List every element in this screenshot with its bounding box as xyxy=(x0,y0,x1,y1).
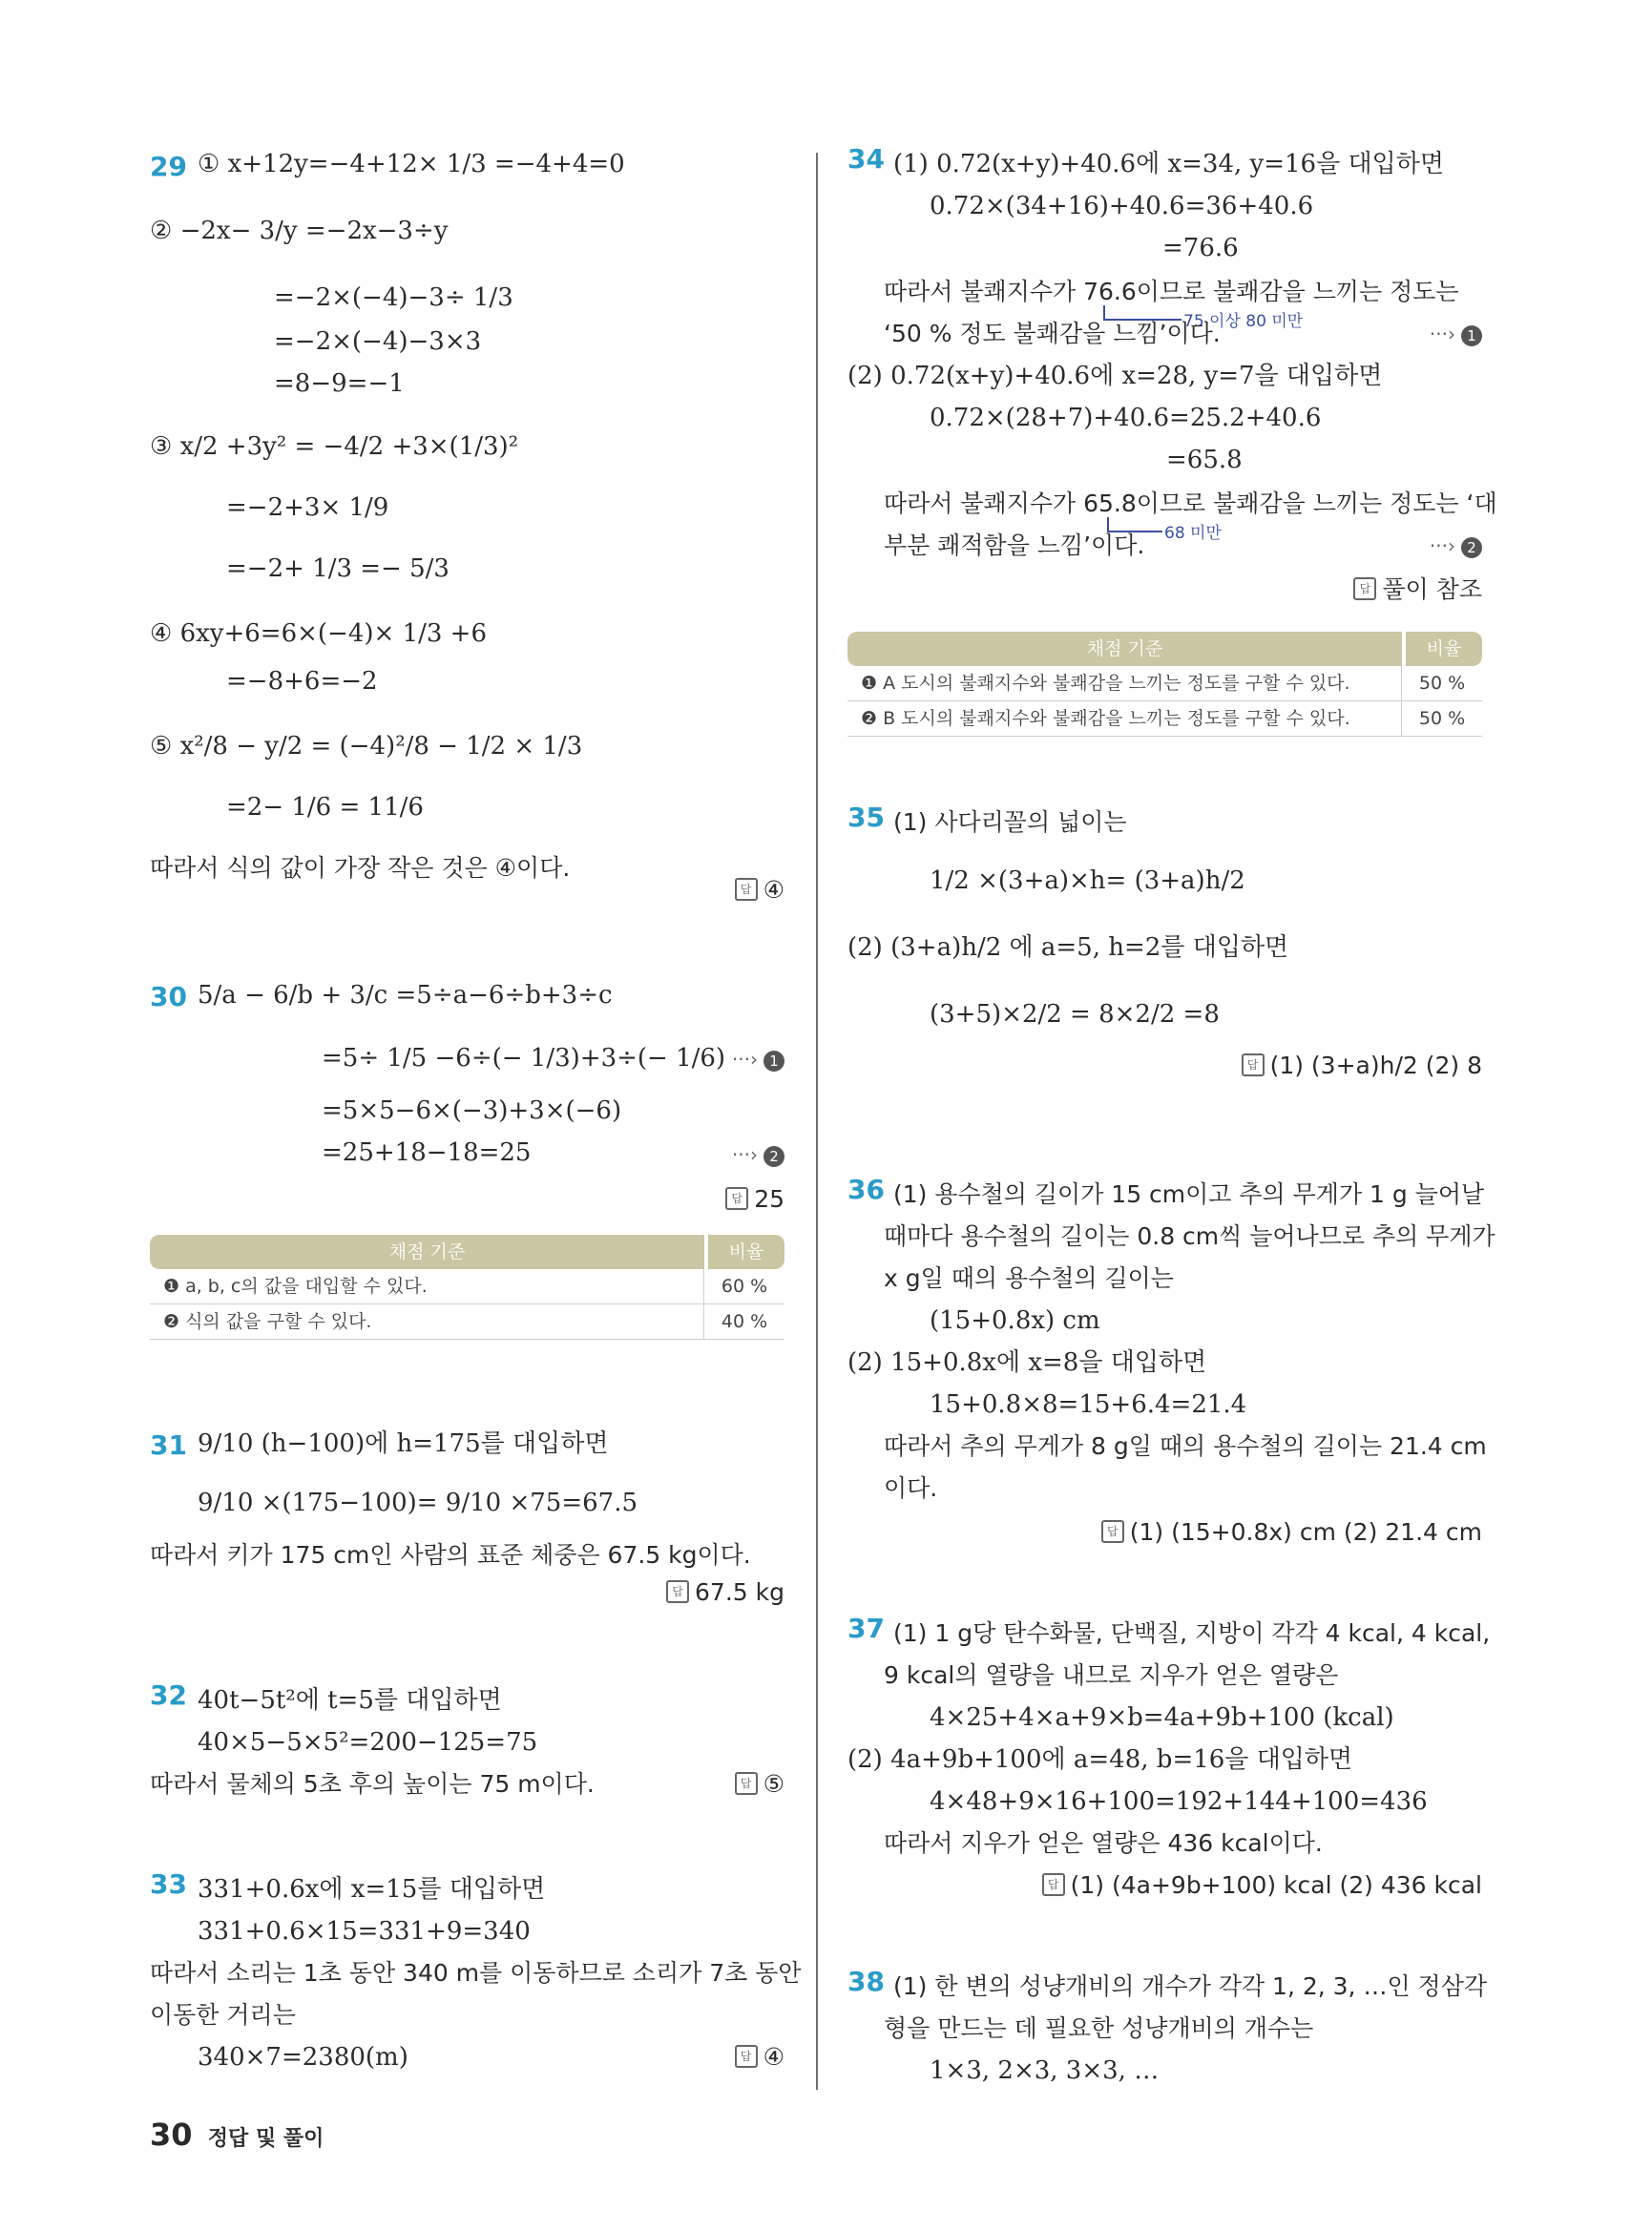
answer-value: ⑤ xyxy=(763,1770,784,1798)
annotation-note: 75 이상 80 미만 xyxy=(1183,312,1304,331)
answer-value: (1) (15+0.8x) cm (2) 21.4 cm xyxy=(1129,1518,1482,1546)
answer xyxy=(725,1185,784,1213)
solution-line: (2) (3+a)h/2 에 a=5, h=2를 대입하면 xyxy=(847,933,1289,962)
table-row xyxy=(847,666,1482,701)
problem-number: 32 xyxy=(150,1679,187,1711)
solution-line: (1) 1 g당 탄수화물, 단백질, 지방이 각각 4 kcal, 4 kcal, xyxy=(893,1619,1491,1647)
answer-value: ④ xyxy=(763,2043,784,2071)
problem-36 xyxy=(847,1174,1495,1546)
solution-line: 따라서 소리는 1초 동안 340 m를 이동하므로 소리가 7초 동안 xyxy=(150,1959,802,1987)
solution-line: (15+0.8x) cm xyxy=(930,1306,1100,1335)
solution-line: (1) 사다리꼴의 넓이는 xyxy=(893,808,1127,836)
solution-line: 0.72×(34+16)+40.6=36+40.6 xyxy=(930,192,1314,220)
answer-value: (1) (3+a)h/2 (2) 8 xyxy=(1269,1052,1482,1079)
solution-line: ‘50 % 정도 불쾌감을 느낌’이다. xyxy=(884,320,1221,347)
answer-icon: 답 xyxy=(1353,577,1376,600)
answer xyxy=(1242,1052,1482,1079)
solution-line: ① x+12y=−4+12× 1/3 =−4+4=0 xyxy=(198,150,625,178)
solution-line: 1/2 ×(3+a)×h= (3+a)h/2 xyxy=(930,866,1245,895)
table-cell: 50 % xyxy=(1418,673,1466,694)
solution-line: 4×25+4×a+9×b=4a+9b+100 (kcal) xyxy=(930,1703,1394,1732)
problem-number: 33 xyxy=(150,1868,187,1900)
table-header-ratio: 비율 xyxy=(1406,632,1482,666)
table-header: 채점 기준 xyxy=(150,1235,704,1269)
step-number: 2 xyxy=(1461,537,1482,558)
problem-29 xyxy=(150,143,784,907)
solution-line: 331+0.6×15=331+9=340 xyxy=(198,1917,531,1946)
answer-icon: 답 xyxy=(1101,1520,1124,1543)
table-cell: 50 % xyxy=(1418,708,1466,729)
answer xyxy=(735,876,784,904)
solution-line: =25+18−18=25 xyxy=(322,1138,532,1167)
step-number: 1 xyxy=(1461,325,1482,346)
answer xyxy=(735,1763,784,1805)
scoring-table xyxy=(150,1235,784,1340)
problem-35 xyxy=(847,802,1482,1097)
solution-line: 1×3, 2×3, 3×3, … xyxy=(930,2056,1160,2085)
answer-value: 25 xyxy=(754,1185,784,1213)
solution-line: x g일 때의 용수철의 길이는 xyxy=(884,1264,1174,1292)
answer xyxy=(735,2036,784,2078)
answer-icon: 답 xyxy=(735,2045,758,2068)
answer-value: 67.5 kg xyxy=(695,1578,784,1606)
problem-number: 35 xyxy=(847,802,885,833)
solution-line: (1) 용수철의 길이가 15 cm이고 추의 무게가 1 g 늘어날 xyxy=(893,1180,1485,1208)
solution-line: ④ 6xy+6=6×(−4)× 1/3 +6 xyxy=(150,619,488,648)
solution-line: =5×5−6×(−3)+3×(−6) xyxy=(322,1096,622,1125)
answer xyxy=(666,1578,784,1606)
problem-33 xyxy=(150,1868,802,2088)
table-header: 채점 기준 xyxy=(847,632,1402,666)
solution-line: =−2×(−4)−3×3 xyxy=(274,327,482,356)
solution-line: =−2+3× 1/9 xyxy=(226,493,389,522)
problem-number: 34 xyxy=(847,143,885,175)
solution-line: ② −2x− 3/y =−2x−3÷y xyxy=(150,217,449,245)
solution-line: 9/10 ×(175−100)= 9/10 ×75=67.5 xyxy=(198,1489,638,1517)
solution-line: 331+0.6x에 x=15를 대입하면 xyxy=(198,1875,546,1904)
answer-icon: 답 xyxy=(725,1187,748,1210)
problem-number: 31 xyxy=(150,1429,187,1461)
problem-number: 29 xyxy=(150,151,187,182)
solution-line: 따라서 불쾌지수가 76.6이므로 불쾌감을 느끼는 정도는 xyxy=(884,278,1459,305)
table-row xyxy=(150,1269,784,1304)
problem-34 xyxy=(847,143,1497,754)
solution-line: (2) 0.72(x+y)+40.6에 x=28, y=7을 대입하면 xyxy=(847,362,1383,390)
answer-icon: 답 xyxy=(1042,1873,1065,1896)
problem-38 xyxy=(847,1966,1487,2099)
solution-line: 따라서 키가 175 cm인 사람의 표준 체중은 67.5 kg이다. xyxy=(150,1541,751,1569)
problem-32 xyxy=(150,1679,784,1813)
answer-value: 풀이 참조 xyxy=(1382,575,1482,603)
problem-number: 37 xyxy=(847,1613,885,1644)
solution-line: 0.72×(28+7)+40.6=25.2+40.6 xyxy=(930,404,1322,432)
solution-line: =76.6 xyxy=(1162,234,1239,262)
solution-line: =−8+6=−2 xyxy=(226,667,378,696)
answer xyxy=(1042,1865,1482,1907)
solution-line: =−2+ 1/3 =− 5/3 xyxy=(226,554,450,583)
table-header-ratio: 비율 xyxy=(708,1235,784,1269)
solution-line: (3+5)×2/2 = 8×2/2 =8 xyxy=(930,1000,1220,1029)
solution-line: =2− 1/6 = 11/6 xyxy=(226,793,424,822)
solution-line: (2) 4a+9b+100에 a=48, b=16을 대입하면 xyxy=(847,1745,1353,1774)
table-cell: ❷ 식의 값을 구할 수 있다. xyxy=(150,1304,704,1339)
answer xyxy=(1101,1512,1482,1553)
problem-31 xyxy=(150,1412,784,1606)
solution-line: 이동한 거리는 xyxy=(150,2001,296,2029)
table-cell: 60 % xyxy=(721,1276,768,1297)
answer-icon: 답 xyxy=(1242,1053,1265,1076)
section-label: 정답 및 풀이 xyxy=(207,2127,324,2151)
annotation-note: 68 미만 xyxy=(1164,524,1222,543)
solution-line: (1) 한 변의 성냥개비의 개수가 각각 1, 2, 3, …인 정삼각 xyxy=(893,1972,1487,2000)
problem-37 xyxy=(847,1613,1491,1899)
answer-icon: 답 xyxy=(735,878,758,901)
solution-line: 따라서 물체의 5초 후의 높이는 75 m이다. xyxy=(150,1770,595,1798)
step-number: 2 xyxy=(763,1146,784,1167)
solution-line: 40×5−5×5²=200−125=75 xyxy=(198,1728,538,1757)
table-cell: 40 % xyxy=(721,1311,768,1332)
step-marker: ···› 1 xyxy=(1430,323,1482,346)
solution-line: 340×7=2380(m) xyxy=(198,2043,408,2072)
table-cell: ❶ A 도시의 불쾌지수와 불쾌감을 느끼는 정도를 구할 수 있다. xyxy=(847,666,1402,700)
solution-line: 4×48+9×16+100=192+144+100=436 xyxy=(930,1787,1428,1816)
problem-30 xyxy=(150,964,784,1332)
solution-line: =5÷ 1/5 −6÷(− 1/3)+3÷(− 1/6) xyxy=(322,1044,726,1073)
solution-line: 5/a − 6/b + 3/c =5÷a−6÷b+3÷c xyxy=(198,981,613,1010)
solution-line: 따라서 추의 무게가 8 g일 때의 용수철의 길이는 21.4 cm xyxy=(884,1432,1487,1460)
solution-line: =8−9=−1 xyxy=(274,369,405,398)
solution-line: (1) 0.72(x+y)+40.6에 x=34, y=16을 대입하면 xyxy=(893,150,1444,178)
solution-line: 따라서 식의 값이 가장 작은 것은 ④이다. xyxy=(150,854,571,882)
solution-line: 15+0.8×8=15+6.4=21.4 xyxy=(930,1390,1247,1419)
scoring-table xyxy=(847,632,1482,737)
step-number: 1 xyxy=(763,1051,784,1072)
problem-number: 30 xyxy=(150,981,187,1012)
solution-line: 9 kcal의 열량을 내므로 지우가 얻은 열량은 xyxy=(884,1661,1339,1689)
solution-line: ③ x/2 +3y² = −4/2 +3×(1/3)² xyxy=(150,432,519,461)
step-marker: ···› 1 xyxy=(732,1048,784,1072)
solution-line: 따라서 불쾌지수가 65.8이므로 불쾌감을 느끼는 정도는 ‘대 xyxy=(884,490,1497,517)
column-divider xyxy=(816,153,818,2090)
solution-line: =65.8 xyxy=(1166,446,1243,474)
table-cell: ❷ B 도시의 불쾌지수와 불쾌감을 느끼는 정도를 구할 수 있다. xyxy=(847,701,1402,736)
problem-number: 38 xyxy=(847,1966,885,1997)
answer-icon: 답 xyxy=(666,1580,689,1603)
solution-line: 따라서 지우가 얻은 열량은 436 kcal이다. xyxy=(884,1829,1323,1857)
page-number: 30 xyxy=(150,2116,193,2153)
answer-icon: 답 xyxy=(735,1772,758,1795)
step-marker: ···› 2 xyxy=(1430,534,1482,558)
table-cell: ❶ a, b, c의 값을 대입할 수 있다. xyxy=(150,1269,704,1303)
problem-number: 36 xyxy=(847,1174,885,1205)
solution-line: 부분 쾌적함을 느낌’이다. xyxy=(884,532,1145,559)
answer xyxy=(1353,569,1482,611)
left-column xyxy=(150,143,802,2072)
solution-line: 때마다 용수철의 길이는 0.8 cm씩 늘어나므로 추의 무게가 xyxy=(884,1222,1495,1250)
answer-value: ④ xyxy=(763,876,784,904)
solution-line: ⑤ x²/8 − y/2 = (−4)²/8 − 1/2 × 1/3 xyxy=(150,732,583,761)
table-row xyxy=(150,1304,784,1340)
step-marker: ···› 2 xyxy=(732,1143,784,1167)
solution-line: 9/10 (h−100)에 h=175를 대입하면 xyxy=(198,1429,609,1458)
solution-line: 이다. xyxy=(884,1474,938,1502)
solution-line: 40t−5t²에 t=5를 대입하면 xyxy=(198,1686,502,1715)
page-footer xyxy=(150,2116,324,2153)
solution-line: (2) 15+0.8x에 x=8을 대입하면 xyxy=(847,1348,1207,1377)
solution-line: 형을 만드는 데 필요한 성냥개비의 개수는 xyxy=(884,2014,1314,2042)
table-row xyxy=(847,701,1482,737)
answer-value: (1) (4a+9b+100) kcal (2) 436 kcal xyxy=(1070,1871,1482,1899)
solution-line: =−2×(−4)−3÷ 1/3 xyxy=(274,283,513,312)
